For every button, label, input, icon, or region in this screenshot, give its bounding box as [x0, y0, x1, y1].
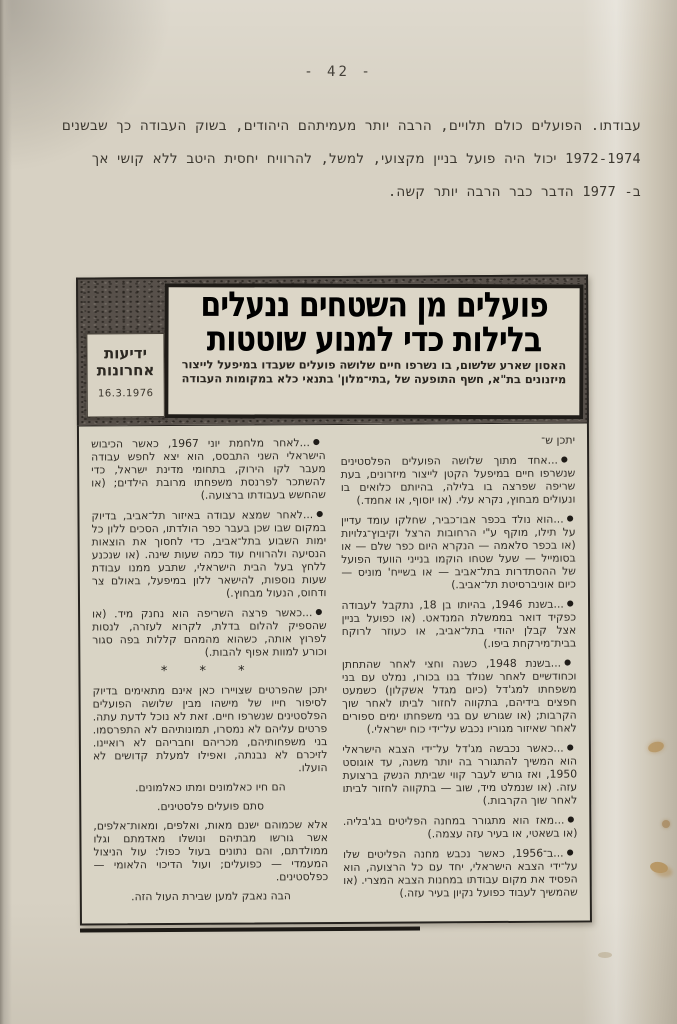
bullet-item [91, 507, 326, 600]
source-date: 16.3.1976 [98, 388, 154, 400]
bullet-icon: ● [316, 509, 326, 519]
subheadline [168, 358, 579, 387]
paper-stain [598, 952, 612, 958]
bullet-icon: ● [564, 657, 577, 667]
headline-line-1: פועלים מן השטחים ננעלים [200, 284, 548, 327]
intro-line-2: 1972-1974 יכול היה פועל בניין מקצועי, למשל, להרוויח יחסית היטב ללא קושי אך [91, 151, 641, 167]
article-paragraph: יתכן שהפרטים שצויירו כאן אינם מתאימים בדיוק לסיפור חייו של מישהו מבין שלושה הפועלים הפלסטינים שנשרפו חיים. זאת לא נוכל לדעת עתה. פרטים עליהם לא נמסרו, תמונותיהם לא התפרסמו. בני משפחותיהם, מכריהם וחבריהם לא רואיינו. לזיכרם לא נבנתה, ואפילו למעלת קדושים לא הועלו. [92, 683, 328, 775]
bullet-text: ...הוא נולד בכפר אבו־כביר, שחלקו עומד עדיין על תילו, מוקף ע"י הרחובות הרצל וקיבוץ־גלויות (או בכפר סלאמה — הנקרא היום כפר שלם — או בסומייל — שעל שטחו הוקמו בנייני הוועד הפועל של ההסתדרות בתל־אביב — או בשייח' מוניס — כיום אוניברסיטת תל־אביב.) [340, 512, 576, 592]
clipping-bottom-rule [80, 926, 420, 932]
bullet-icon: ● [567, 814, 578, 824]
article-paragraph: סתם פועלים פלסטינים. [157, 799, 265, 814]
article-paragraph: הם חיו כאלמונים ומתו כאלמונים. [135, 780, 286, 795]
bullet-text: ...אחד מתוך שלושה הפועלים הפלסטינים שנשרפו חיים במיפעל הקטן לייצור מיזרונים, בעת שריפה שפרצה בו בלילה, בהיותם כלואים בו ונעולים מבחוץ, נקרא עלי. (או יוסוף, או אחמד.) [340, 453, 576, 507]
bullet-item [341, 512, 576, 592]
bullet-item [92, 605, 327, 659]
bullet-item [341, 453, 576, 507]
bullet-icon: ● [566, 742, 577, 752]
source-label [86, 333, 165, 417]
bullet-item [91, 435, 326, 502]
bullet-item [341, 597, 576, 651]
column-right-header: יתכן ש־ [541, 433, 576, 447]
bullet-text: ...ב־1956, כאשר נכבש מחנה הפליטים שלו על־ידי הצבא הישראלי, יחד עם כל הרצועה, הוא הפסיד את מקום עבודתו במחנות הצבא המצרי. (או שהמשיך לעבוד כפועל נקיון בעיר עזה.) [343, 846, 578, 900]
clipping-masthead-band [76, 274, 589, 425]
bullet-icon: ● [315, 607, 327, 617]
bullet-text: ...כאשר פרצה השריפה הוא נחנק מיד. (או שהספיק להלום בדלת, לקרוא לעזרה, לנסות לפרוץ אותה, כשהוא מהמהם קללות בפה סגור וכורע למוות אפוף להבות.) [92, 606, 327, 659]
intro-line-1: עבודתו. הפועלים כולם תלויים, הרבה יותר מעמיתהם היהודים, בשוק העבודה כך שבשנים [61, 118, 641, 134]
source-name [87, 345, 163, 379]
article-body [77, 422, 592, 925]
bullet-icon: ● [566, 847, 578, 857]
bullet-text: ...מאז הוא מתגורר במחנה הפליטים בג'בליה. (או בשאטי, או בעיר עזה עצמה.) [342, 813, 578, 841]
bullet-item [342, 656, 577, 736]
source-name-line-1: ידיעות [103, 344, 148, 363]
newspaper-clipping [76, 274, 592, 925]
bullet-text: ...לאחר מלחמת יוני 1967, כאשר הכיבוש הישראלי השני התבסס, הוא יצא לחפש עבודה מעבר לקו הירוק, בתחומי מדינת ישראל, כדי להשתכר לפרנסת משפחתו מרובת הילדים; (או שהחשש בעבודתו ברצועה.) [91, 436, 326, 502]
closing-line: הבה נאבק למען שבירת העול הזה. [131, 889, 291, 904]
paper-stain [649, 861, 669, 875]
headline-box [164, 283, 583, 419]
bullet-text: ...בשנת 1946, בהיותו בן 18, נתקבל לעבודה כפקיד דואר בממשלת המנדאט. (או כפועל בניין אצל קבלן יהודי בתל־אביב, או כעוזר לרוקח בבית־מירקחת ביפו.) [341, 597, 577, 651]
bullet-item [342, 741, 577, 808]
column-left [91, 435, 328, 909]
source-name-line-2: אחרונות [96, 361, 155, 380]
paper-stain [647, 740, 665, 754]
bullet-text: ...לאחר שמצא עבודה באיזור תל־אביב, בדיוק במקום שבו שכן בעבר כפר הולדתו, הסכים ללון כל ימות השבוע בתל־אביב, כדי לחסוך את הוצאות הנסיעה ולהרוויח עוד כמה שעות שינה. (או שנכנע ללחץ בעל הבית הישראלי, שתבע ממנו עבודת שעות נוספות, להישאר ללון במיפעל, באולם צר ודחוס, הנעול מבחוץ.) [91, 508, 327, 600]
bullet-item [343, 813, 578, 841]
bullet-icon: ● [560, 454, 576, 464]
bullet-icon: ● [566, 598, 577, 608]
subheadline-line-1: האסון שארע שלשום, בו נשרפו חיים שלושה פועלים שעבדו במיפעל לייצור [181, 358, 567, 373]
headline [168, 284, 579, 361]
subheadline-line-2: מיזנונים בת"א, חשף התופעה של ,בתי־מלון' בתנאי כלא במקומות העבודה [181, 372, 567, 387]
intro-line-3: ב- 1977 הדבר כבר הרבה יותר קשה. [387, 184, 641, 200]
bullet-text: ...כאשר נכבשה מג'דל על־ידי הצבא הישראלי הוא המשיך להתגורר בה יותר משנה, עד אוגוסט 1950, ואז גורש לעבר קווי שביתת הנשק ברצועת עזה. (או שנמלט מיד, שוב — בתקווה לחזור לביתו לאחר שוך הקרבות.) [342, 741, 578, 808]
intro-paragraph [27, 110, 641, 209]
headline-line-2: בלילות כדי למנוע שוטטות [206, 319, 542, 361]
bullet-icon: ● [566, 513, 576, 523]
page-number: - 42 - [304, 64, 373, 80]
bullet-item [343, 846, 578, 900]
paper-stain [662, 820, 670, 828]
bullet-text: ...בשנת 1948, כשנה וחצי לאחר שהתחתן וכחודשיים לאחר שנולד בנו בכורו, נמלט עם בני משפחתו למג'דל (כיום מגדל אשקלון) כשמעט חפצים בידיהם, בתקווה לחזור לביתו לאחר שוך הקרבות; (או שגורש עם בני משפחתו ימים ספורים לאחר שאיזור מגוריו נכבש על־ידי כוח ישראלי.) [341, 656, 577, 736]
stars-separator: * * * [160, 663, 259, 680]
bullet-icon: ● [312, 437, 326, 447]
article-paragraph: אלא שכמוהם ישנם מאות, ואלפים, ומאות־אלפים, אשר גורשו מבתיהם ונושלו מאדמתם וגלו ממולדתם, והם נתונים בעול כפול: עול הניצול המעמדי — כפועלים; ועול הדיכוי הלאומי — כפלסטינים. [93, 818, 329, 884]
column-right [340, 434, 577, 908]
